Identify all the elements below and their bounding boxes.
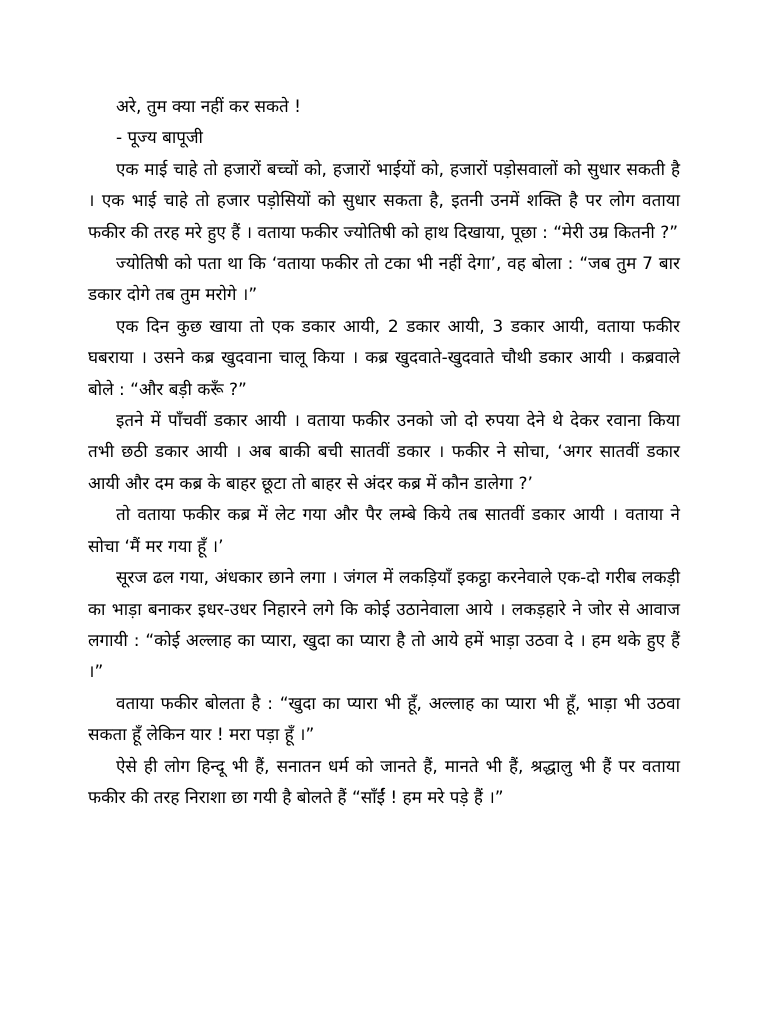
paragraph-8: ऐसे ही लोग हिन्दू भी हैं, सनातन धर्म को जानते हैं, मानते भी हैं, श्रद्धालु भी हैं पर वताया फकीर की तरह निराशा छा गयी है बोलते हैं “साँईं ! हम मरे पड़े हैं ।” [88, 756, 680, 808]
paragraph-6: सूरज ढल गया, अंधकार छाने लगा । जंगल में लकड़ियाँ इकट्ठा करनेवाले एक-दो गरीब लकड़ी का भाड़ा बनाकर इधर-उधर निहारने लगे कि कोई उठानेवाला आये । लकड़हारे ने जोर से आवाज लगायी : “कोई अल्लाह का प्यारा, खुदा का प्यारा है तो आये हमें भाड़ा उठवा दे । हम थके हुए हैं ।” [88, 568, 680, 683]
paragraph-4: इतने में पाँचवीं डकार आयी । वताया फकीर उनको जो दो रुपया देने थे देकर रवाना किया तभी छठी डकार आयी । अब बाकी बची सातवीं डकार । फकीर ने सोचा, ‘अगर सातवीं डकार आयी और दम कब्र के बाहर छूटा तो बाहर से अंदर कब्र में कौन डालेगा ?’ [88, 411, 680, 494]
paragraph-5: तो वताया फकीर कब्र में लेट गया और पैर लम्बे किये तब सातवीं डकार आयी । वताया ने सोचा ‘मैं मर गया हूँ ।’ [88, 505, 680, 557]
document-page [88, 92, 680, 814]
document-title: अरे, तुम क्या नहीं कर सकते ! [116, 97, 301, 117]
paragraph-1: एक माई चाहे तो हजारों बच्चों को, हजारों भाईयों को, हजारों पड़ोसवालों को सुधार सकती है । एक भाई चाहे तो हजार पड़ोसियों को सुधार सकता है, इतनी उनमें शक्ति है पर लोग वताया फकीर की तरह मरे हुए हैं । वताया फकीर ज्योतिषी को हाथ दिखाया, पूछा : “मेरी उम्र कितनी ?” [88, 159, 680, 243]
paragraph-3: एक दिन कुछ खाया तो एक डकार आयी, 2 डकार आयी, 3 डकार आयी, वताया फकीर घबराया । उसने कब्र खुदवाना चालू किया । कब्र खुदवाते-खुदवाते चौथी डकार आयी । कब्रवाले बोले : “और बड़ी करूँ ?” [88, 316, 680, 400]
paragraph-2: ज्योतिषी को पता था कि ‘वताया फकीर तो टका भी नहीं देगा’, वह बोला : “जब तुम 7 बार डकार दोगे तब तुम मरोगे ।” [88, 254, 680, 306]
paragraph-7: वताया फकीर बोलता है : “खुदा का प्यारा भी हूँ, अल्लाह का प्यारा भी हूँ, भाड़ा भी उठवा सकता हूँ लेकिन यार ! मरा पड़ा हूँ ।” [88, 693, 680, 746]
document-author: - पूज्य बापूजी [116, 128, 203, 149]
